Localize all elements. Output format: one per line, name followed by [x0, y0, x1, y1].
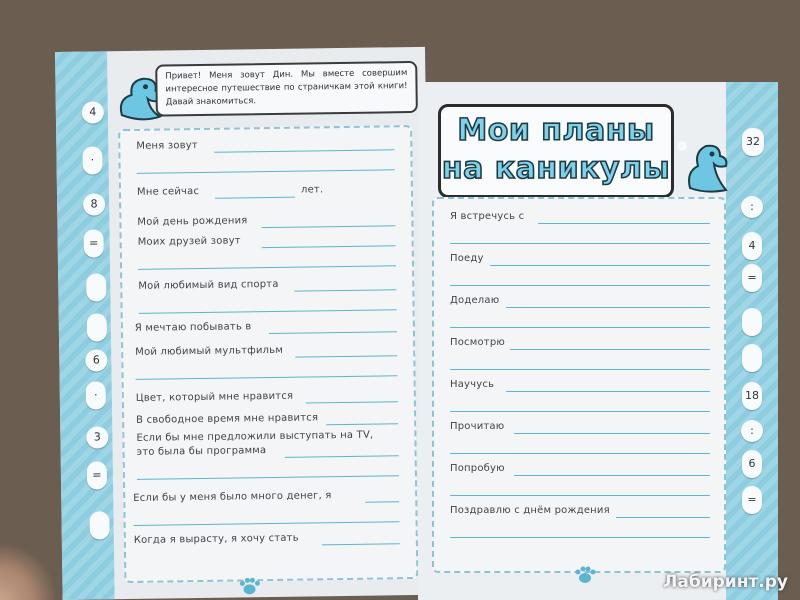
field-label: Научусь [450, 379, 495, 390]
age-input-line[interactable] [215, 197, 295, 199]
try-input-line[interactable] [514, 475, 710, 476]
sport-input-line-2[interactable] [139, 309, 397, 314]
side-chip: = [87, 461, 107, 489]
side-chip: : [741, 196, 763, 218]
congratulate-input-line-2[interactable] [450, 537, 710, 538]
travel-input-line-2[interactable] [450, 285, 710, 286]
side-chip: = [742, 486, 762, 514]
money-input-line[interactable] [365, 501, 399, 502]
field-label-line2: это была бы программа [136, 445, 267, 458]
dino-mascot-icon [676, 132, 732, 196]
future-job-input-line[interactable] [322, 543, 400, 545]
side-chip: · [82, 146, 102, 174]
field-label: Доделаю [450, 295, 500, 306]
title-plate [438, 104, 674, 198]
paw-print-icon [238, 577, 260, 595]
side-chip-blank [89, 511, 109, 539]
right-border-strip [726, 82, 778, 600]
field-label: Попробую [450, 463, 505, 474]
age-suffix: лет. [300, 184, 324, 196]
learn-input-line[interactable] [506, 391, 710, 392]
field-label: Если бы у меня было много денег, я [133, 490, 332, 504]
free-time-input-line[interactable] [326, 423, 398, 425]
left-page [55, 47, 433, 600]
birthday-input-line[interactable] [261, 225, 395, 228]
side-chip: 4 [742, 232, 762, 260]
meet-input-line-2[interactable] [450, 243, 710, 244]
try-input-line-2[interactable] [450, 495, 710, 496]
friends-input-line-2[interactable] [138, 265, 396, 270]
field-label: Мой любимый мультфильм [135, 344, 284, 358]
right-page [418, 82, 778, 600]
side-chip: 18 [742, 382, 762, 410]
field-label: Прочитаю [450, 421, 505, 432]
finish-input-line[interactable] [506, 307, 710, 308]
sport-input-line[interactable] [294, 289, 396, 291]
field-label: Я встречусь с [450, 211, 525, 222]
side-chip: 8 [83, 193, 105, 215]
holiday-plans-form [432, 197, 726, 573]
side-chip-blank [87, 313, 107, 341]
side-chip-blank [86, 273, 106, 301]
side-chip: · [86, 381, 106, 409]
side-chip: 3 [86, 426, 108, 448]
side-chip: = [742, 264, 762, 292]
field-label: Цвет, который мне нравится [135, 390, 294, 404]
color-input-line[interactable] [306, 401, 398, 403]
field-label: В свободное время мне нравится [136, 412, 319, 426]
page-number-chip: 32 [742, 128, 764, 156]
field-label: Мой любимый вид спорта [138, 278, 279, 292]
paw-print-icon [574, 566, 596, 584]
cartoon-input-line-2[interactable] [136, 375, 398, 380]
learn-input-line-2[interactable] [450, 411, 710, 412]
tv-show-input-line-2[interactable] [137, 475, 399, 480]
finish-input-line-2[interactable] [450, 327, 710, 328]
field-label: Посмотрю [450, 337, 505, 348]
side-chip-blank [742, 308, 762, 336]
watch-input-line-2[interactable] [450, 369, 710, 370]
side-chip: : [741, 420, 763, 442]
field-label: Моих друзей зовут [137, 235, 241, 248]
dream-place-input-line[interactable] [269, 331, 397, 334]
name-input-line-2[interactable] [137, 169, 395, 174]
money-input-line-2[interactable] [134, 521, 400, 526]
hand-shadow [0, 540, 55, 600]
field-label: Если бы мне предложили выступать на TV, [136, 429, 374, 444]
meet-input-line[interactable] [538, 223, 710, 224]
watch-input-line[interactable] [510, 349, 710, 350]
read-input-line[interactable] [514, 433, 710, 434]
field-label: Меня зовут [136, 140, 198, 152]
side-chip: = [83, 229, 103, 257]
field-label: Мой день рождения [137, 215, 248, 228]
field-label: Мне сейчас [136, 186, 200, 198]
congratulate-input-line[interactable] [616, 517, 710, 518]
side-chip: 6 [85, 349, 107, 371]
friends-input-line[interactable] [262, 245, 396, 248]
speech-bubble: Привет! Меня зовут Дин. Мы вместе совершим интересное путешествие по страничкам этой книги! Давай знакомиться. [155, 61, 418, 117]
field-label: Поеду [450, 253, 484, 264]
cartoon-input-line[interactable] [295, 355, 397, 357]
side-chip: 6 [742, 450, 762, 478]
field-label: Поздравлю с днём рождения [450, 505, 610, 516]
tv-show-input-line[interactable] [285, 455, 399, 458]
labirint-watermark: Лабиринт.ру [663, 572, 788, 592]
travel-input-line[interactable] [490, 265, 710, 266]
page-title-line1: Мои планы [457, 113, 655, 148]
page-number-chip: 4 [82, 101, 104, 123]
name-input-line[interactable] [214, 149, 394, 153]
read-input-line-2[interactable] [450, 453, 710, 454]
about-me-form [118, 125, 418, 583]
field-label: Я мечтаю побывать в [134, 321, 252, 334]
page-title-line2: на каникулы [441, 151, 671, 186]
field-label: Когда я вырасту, я хочу стать [133, 532, 299, 546]
side-chip-blank [742, 344, 762, 372]
